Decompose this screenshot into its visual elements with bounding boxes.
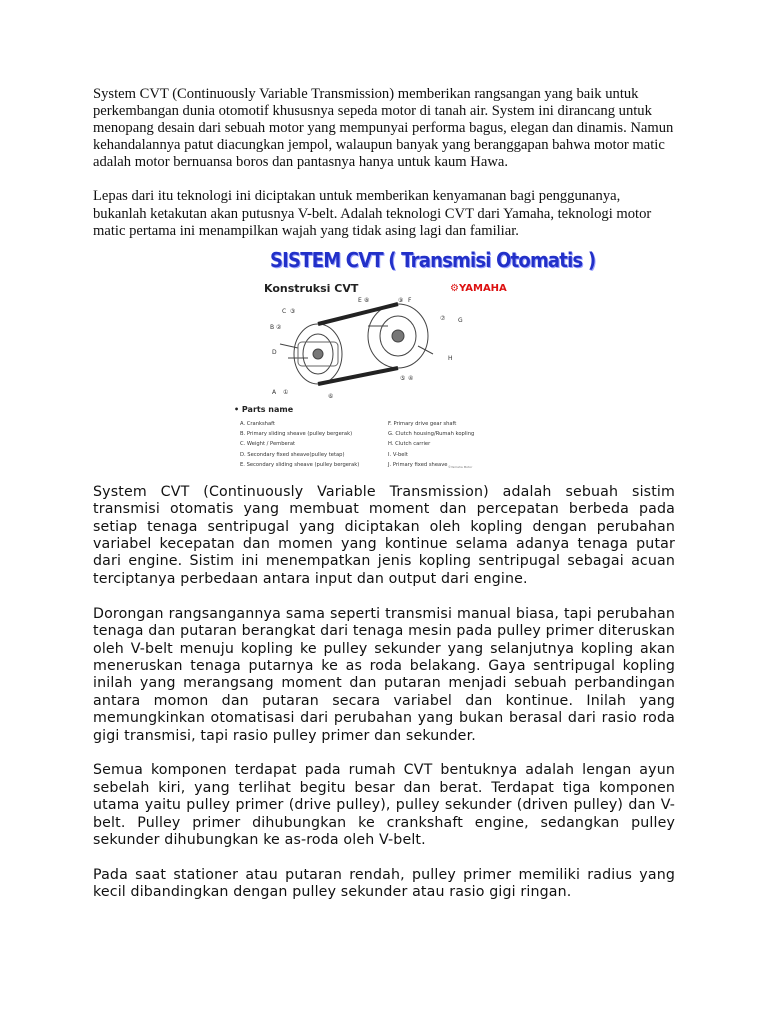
callout-8: ⑧ bbox=[364, 296, 370, 304]
body-paragraph-1: System CVT (Continuously Variable Transmission) adalah sebuah sistim transmisi otomatis yang membuat moment dan percepatan berbeda pada setiap tenaga sentripugal yang diciptakan oleh kopling dengan perubahan variabel kecepatan dan momen yang kontinue selama adanya tenaga putar dari engine. Sistim ini menempatkan jenis kopling sentripugal sebagai acuan terciptanya perbedaan antara input dan output dari engine. bbox=[93, 483, 675, 587]
primary-hub-shape bbox=[313, 349, 323, 359]
callout-b: B bbox=[270, 323, 275, 331]
cvt-diagram bbox=[268, 296, 468, 404]
part-d: D. Secondary fixed sheave(pulley tetap) bbox=[240, 451, 345, 458]
secondary-hub-shape bbox=[392, 330, 404, 342]
callout-4: ④ bbox=[408, 374, 414, 382]
body-section bbox=[93, 484, 675, 902]
callout-c: C bbox=[282, 307, 287, 315]
part-e: E. Secondary sliding sheave (pulley bergerak) bbox=[240, 461, 360, 468]
parts-name-heading: • Parts name bbox=[234, 404, 294, 414]
callout-2: ② bbox=[276, 323, 282, 331]
callout-d: D bbox=[272, 348, 277, 356]
yamaha-logo bbox=[450, 283, 507, 294]
part-g: G. Clutch housing/Rumah kopling bbox=[388, 431, 475, 438]
document-page bbox=[93, 86, 675, 902]
part-f: F. Primary drive gear shaft bbox=[388, 420, 457, 427]
callout-1: ① bbox=[283, 388, 289, 396]
yamaha-tuning-fork-icon: ⚙ bbox=[450, 282, 459, 294]
callout-f: F bbox=[408, 296, 412, 304]
figure-subtitle: Konstruksi CVT bbox=[264, 281, 359, 295]
v-belt-shape bbox=[318, 304, 398, 384]
callout-g: G bbox=[458, 316, 463, 324]
part-b: B. Primary sliding sheave (pulley bergerak) bbox=[240, 431, 353, 438]
parts-list-left bbox=[240, 419, 359, 470]
callout-9: ⑨ bbox=[398, 296, 404, 304]
body-paragraph-4: Pada saat stationer atau putaran rendah, pulley primer memiliki radius yang kecil dibandingkan dengan pulley sekunder atau rasio gigi ringan. bbox=[93, 866, 675, 901]
body-paragraph-3: Semua komponen terdapat pada rumah CVT bentuknya adalah lengan ayun sebelah kiri, yang terlihat begitu besar dan berat. Terdapat tiga komponen utama yaitu pulley primer (drive pulley), pulley sekunder (driven pulley) dan V-belt. Pulley primer dihubungkan ke crankshaft engine, sedangkan pulley sekunder dihubungkan ke as-roda oleh V-belt. bbox=[93, 762, 675, 849]
intro-paragraph-2: Lepas dari itu teknologi ini diciptakan untuk memberikan kenyamanan bagi penggunanya, bukanlah ketakutan akan putusnya V-belt. Adalah teknologi CVT dari Yamaha, teknologi motor matic pertama ini menampilkan wajah yang tidak asing lagi dan familiar. bbox=[93, 188, 652, 239]
part-c: C. Weight / Pemberat bbox=[240, 441, 296, 448]
body-paragraph-2: Dorongan rangsangannya sama seperti transmisi manual biasa, tapi perubahan tenaga dan putaran berangkat dari tenaga mesin pada pulley primer diteruskan oleh V-belt menuju kopling ke pulley sekunder yang selanjutnya kopling akan meneruskan tenaga putarnya ke as roda belakang. Gaya sentripugal kopling inilah yang merangsang moment dan putaran menjadi sebuah perbandingan antara momon dan putaran secara variabel dan kontinue. Inilah yang memungkinkan otomatisasi dari perubahan yang bukan berasal dari rasio roda gigi transmisi, tapi rasio pulley primer dan sekunder. bbox=[93, 605, 675, 744]
callout-3: ③ bbox=[290, 307, 296, 315]
part-h: H. Clutch carrier bbox=[388, 441, 431, 448]
callout-e: E bbox=[358, 296, 362, 304]
callout-6: ⑥ bbox=[328, 392, 334, 400]
callout-7: ⑦ bbox=[440, 314, 446, 322]
part-i: I. V-belt bbox=[388, 451, 408, 458]
cvt-figure bbox=[228, 248, 596, 474]
figure-credit: ©Yamaha Motor bbox=[448, 464, 473, 469]
callout-5: ⑤ bbox=[400, 374, 406, 382]
yamaha-logo-text: YAMAHA bbox=[458, 282, 507, 294]
part-a: A. Crankshaft bbox=[240, 420, 275, 427]
figure-title: SISTEM CVT ( Transmisi Otomatis ) bbox=[270, 248, 596, 273]
callout-h: H bbox=[448, 354, 453, 362]
intro-paragraph-1: System CVT (Continuously Variable Transmission) memberikan rangsangan yang baik untuk perkembangan dunia otomotif khususnya sepeda motor di tanah air. System ini dirancang untuk menopang desain dari sebuah motor yang mempunyai performa bagus, elegan dan dinamis. Namun kehandalannya patut diacungkan jempol, walaupun banyak yang beranggapan bahwa motor matic adalah motor bernuansa boros dan pantasnya hanya untuk kaum Hawa. bbox=[93, 86, 674, 171]
part-j: J. Primary fixed sheave bbox=[388, 461, 448, 468]
parts-list-right bbox=[388, 419, 474, 470]
callout-a: A bbox=[272, 388, 277, 396]
